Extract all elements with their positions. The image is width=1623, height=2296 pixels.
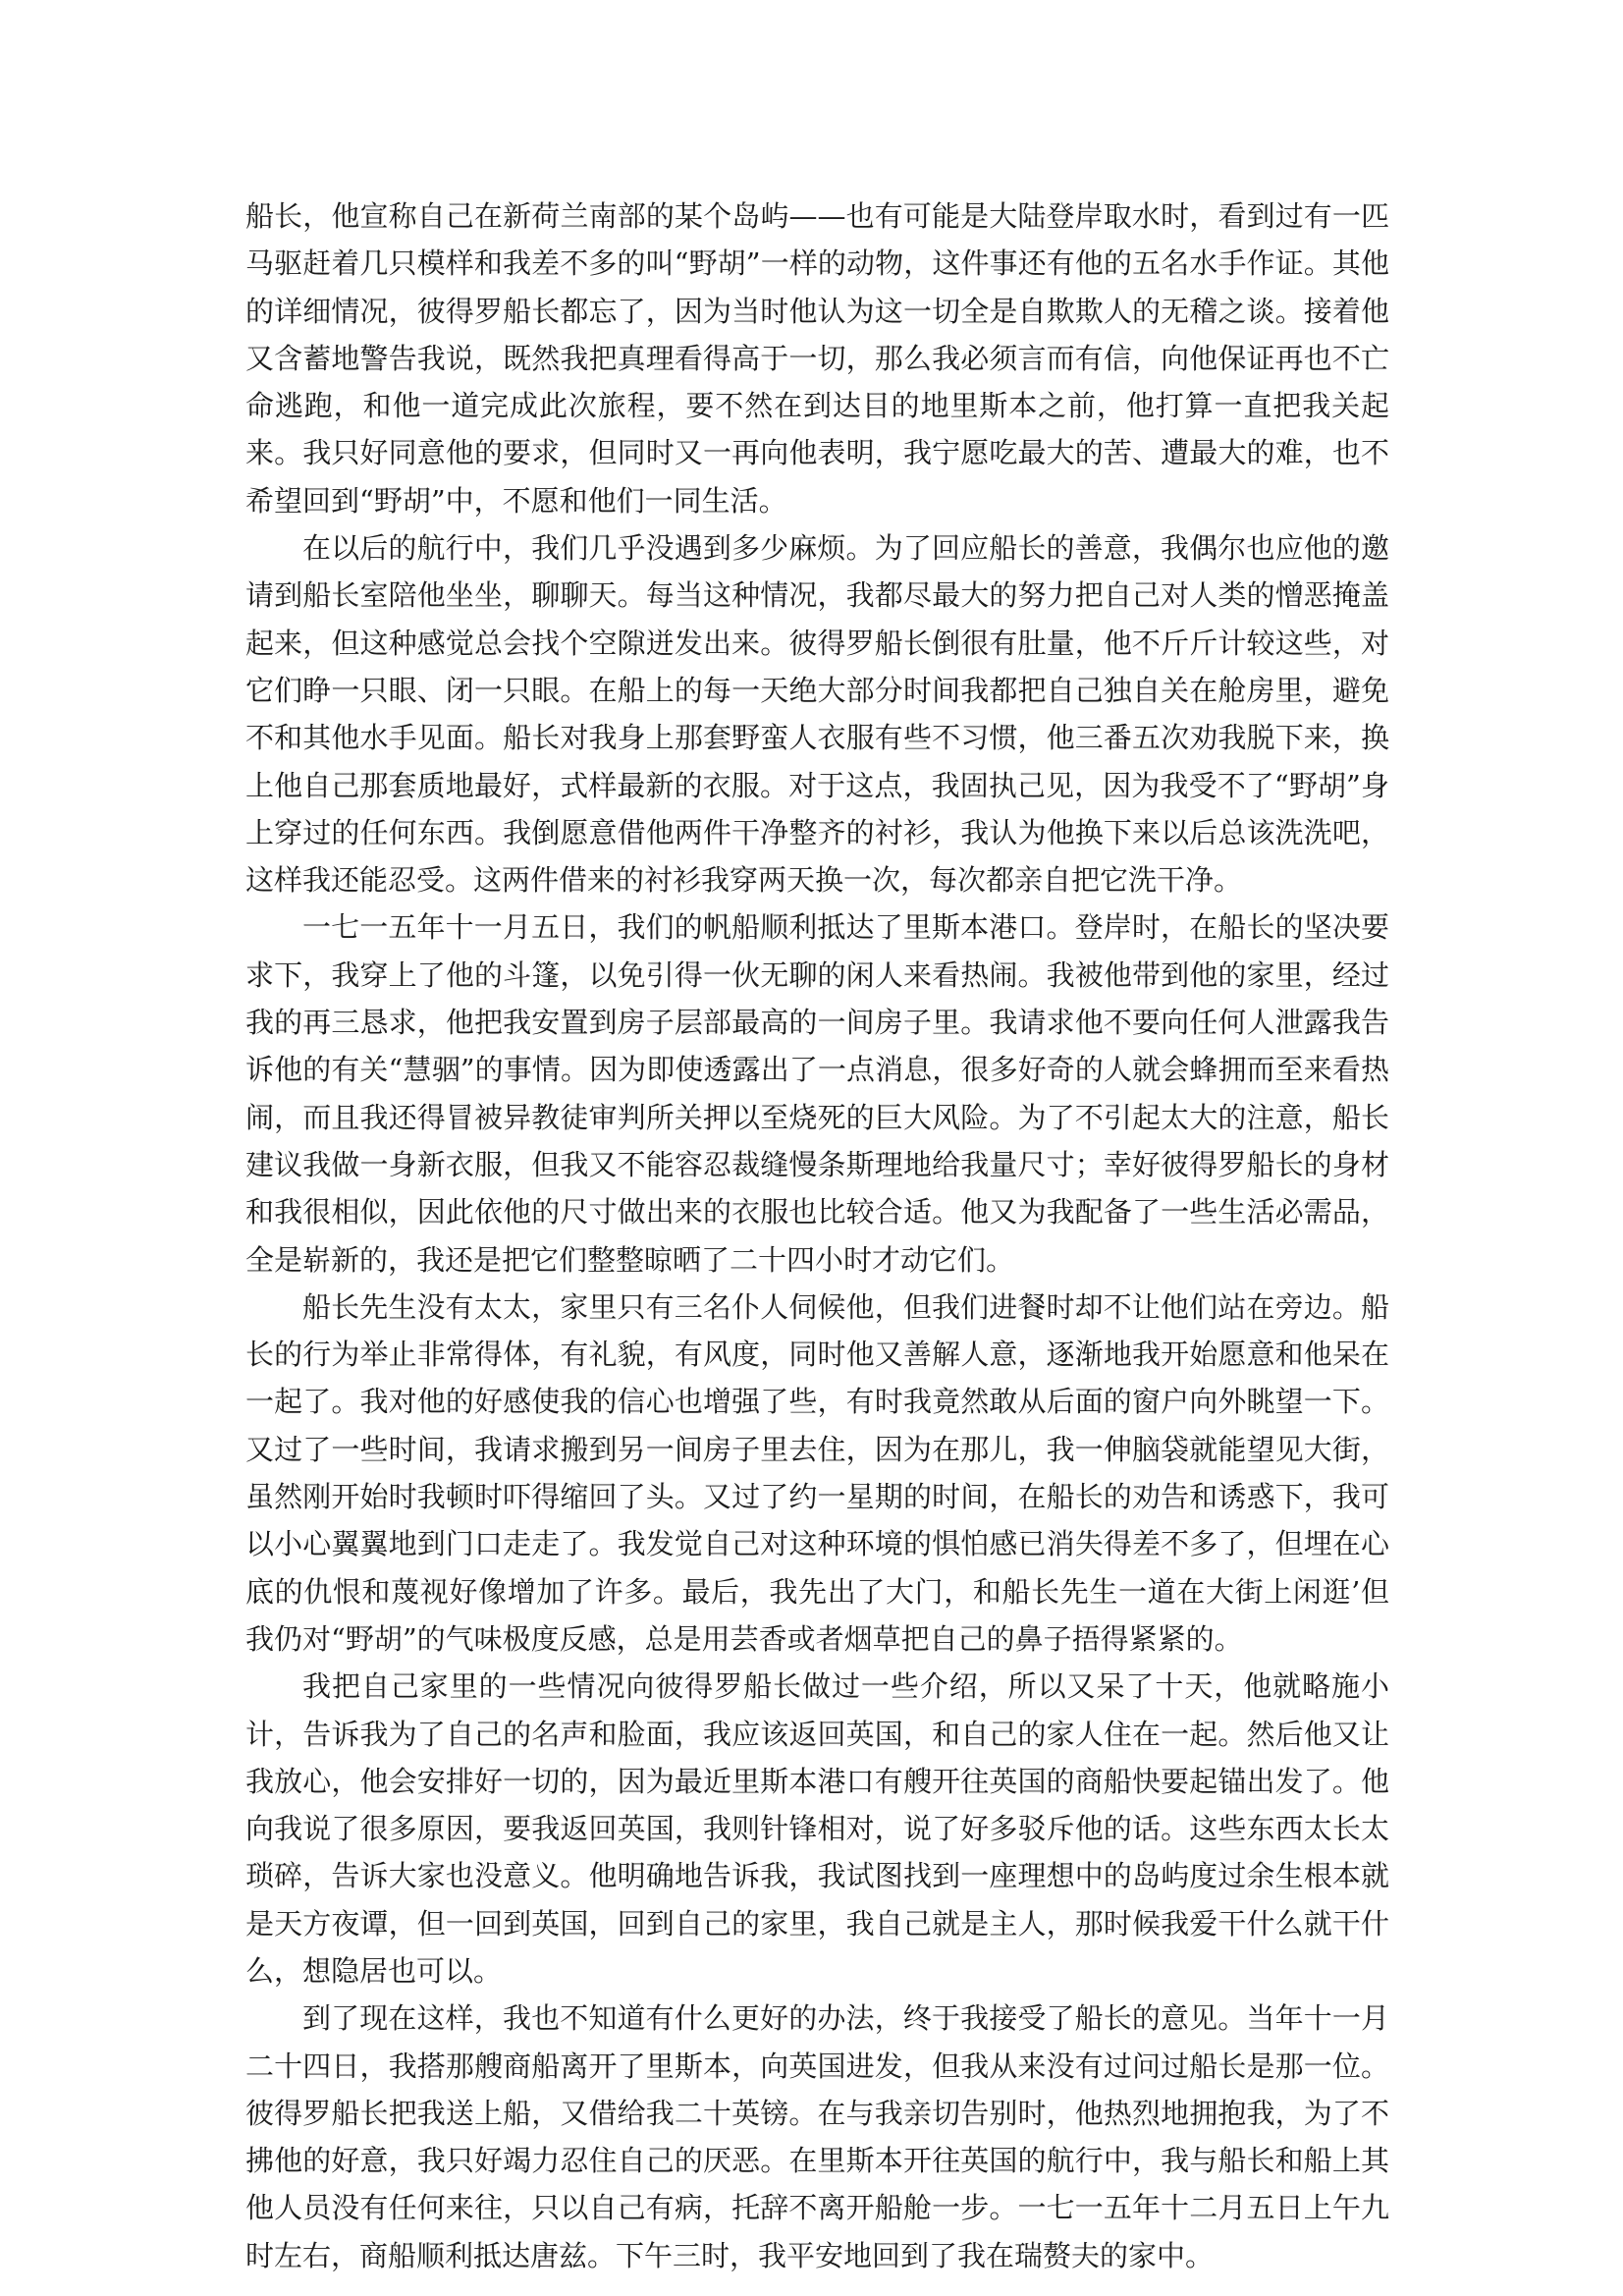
body-text bbox=[245, 192, 1389, 2279]
paragraph-6: 到了现在这样，我也不知道有什么更好的办法，终于我接受了船长的意见。当年十一月二十四日，我搭那艘商船离开了里斯本，向英国进发，但我从来没有过问过船长是那一位。彼得罗船长把我送上船，又借给我二十英镑。在与我亲切告别时，他热烈地拥抱我，为了不拂他的好意，我只好竭力忍住自己的厌恶。在里斯本开往英国的航行中，我与船长和船上其他人员没有任何来往，只以自己有病，托辞不离开船舱一步。一七一五年十二月五日上午九时左右，商船顺利抵达唐兹。下午三时，我平安地回到了我在瑞赘夫的家中。 bbox=[245, 2001, 1389, 2272]
paragraph-4: 船长先生没有太太，家里只有三名仆人伺候他，但我们进餐时却不让他们站在旁边。船长的行为举止非常得体，有礼貌，有风度，同时他又善解人意，逐渐地我开始愿意和他呆在一起了。我对他的好感使我的信心也增强了些，有时我竟然敢从后面的窗户向外眺望一下。又过了一些时间，我请求搬到另一间房子里去住，因为在那儿，我一伸脑袋就能望见大街，虽然刚开始时我顿时吓得缩回了头。又过了约一星期的时间，在船长的劝告和诱惑下，我可以小心翼翼地到门口走走了。我发觉自己对这种环境的惧怕感已消失得差不多了，但埋在心底的仇恨和蔑视好像增加了许多。最后，我先出了大门，和船长先生一道在大街上闲逛’但我仍对“野胡”的气味极度反感，总是用芸香或者烟草把自己的鼻子捂得紧紧的。 bbox=[245, 1289, 1389, 1656]
paragraph-1: 船长，他宣称自己在新荷兰南部的某个岛屿——也有可能是大陆登岸取水时，看到过有一匹马驱赶着几只模样和我差不多的叫“野胡”一样的动物，这件事还有他的五名水手作证。其他的详细情况，彼得罗船长都忘了，因为当时他认为这一切全是自欺欺人的无稽之谈。接着他又含蓄地警告我说，既然我把真理看得高于一切，那么我必须言而有信，向他保证再也不亡命逃跑，和他一道完成此次旅程，要不然在到达目的地里斯本之前，他打算一直把我关起来。我只好同意他的要求，但同时又一再向他表明，我宁愿吃最大的苦、遭最大的难，也不希望回到“野胡”中，不愿和他们一同生活。 bbox=[245, 199, 1389, 518]
paragraph-5: 我把自己家里的一些情况向彼得罗船长做过一些介绍，所以又呆了十天，他就略施小计，告诉我为了自己的名声和脸面，我应该返回英国，和自己的家人住在一起。然后他又让我放心，他会安排好一切的，因为最近里斯本港口有艘开往英国的商船快要起锚出发了。他向我说了很多原因，要我返回英国，我则针锋相对，说了好多驳斥他的话。这些东西太长太琐碎，告诉大家也没意义。他明确地告诉我，我试图找到一座理想中的岛屿度过余生根本就是天方夜谭，但一回到英国，回到自己的家里，我自己就是主人，那时候我爱干什么就干什么，想隐居也可以。 bbox=[245, 1669, 1389, 1988]
paragraph-2: 在以后的航行中，我们几乎没遇到多少麻烦。为了回应船长的善意，我偶尔也应他的邀请到船长室陪他坐坐，聊聊天。每当这种情况，我都尽最大的努力把自己对人类的憎恶掩盖起来，但这种感觉总会找个空隙迸发出来。彼得罗船长倒很有肚量，他不斤斤计较这些，对它们睁一只眼、闭一只眼。在船上的每一天绝大部分时间我都把自己独自关在舱房里，避免不和其他水手见面。船长对我身上那套野蛮人衣服有些不习惯，他三番五次劝我脱下来，换上他自己那套质地最好，式样最新的衣服。对于这点，我固执己见，因为我受不了“野胡”身上穿过的任何东西。我倒愿意借他两件干净整齐的衬衫，我认为他换下来以后总该洗洗吧，这样我还能忍受。这两件借来的衬衫我穿两天换一次，每次都亲自把它洗干净。 bbox=[245, 531, 1389, 898]
paragraph-3: 一七一五年十一月五日，我们的帆船顺利抵达了里斯本港口。登岸时，在船长的坚决要求下，我穿上了他的斗篷，以免引得一伙无聊的闲人来看热闹。我被他带到他的家里，经过我的再三恳求，他把我安置到房子层部最高的一间房子里。我请求他不要向任何人泄露我告诉他的有关“慧骃”的事情。因为即使透露出了一点消息，很多好奇的人就会蜂拥而至来看热闹，而且我还得冒被异教徒审判所关押以至烧死的巨大风险。为了不引起太大的注意，船长建议我做一身新衣服，但我又不能容忍裁缝慢条斯理地给我量尺寸；幸好彼得罗船长的身材和我很相似，因此依他的尺寸做出来的衣服也比较合适。他又为我配备了一些生活必需品，全是崭新的，我还是把它们整整晾晒了二十四小时才动它们。 bbox=[245, 910, 1389, 1277]
